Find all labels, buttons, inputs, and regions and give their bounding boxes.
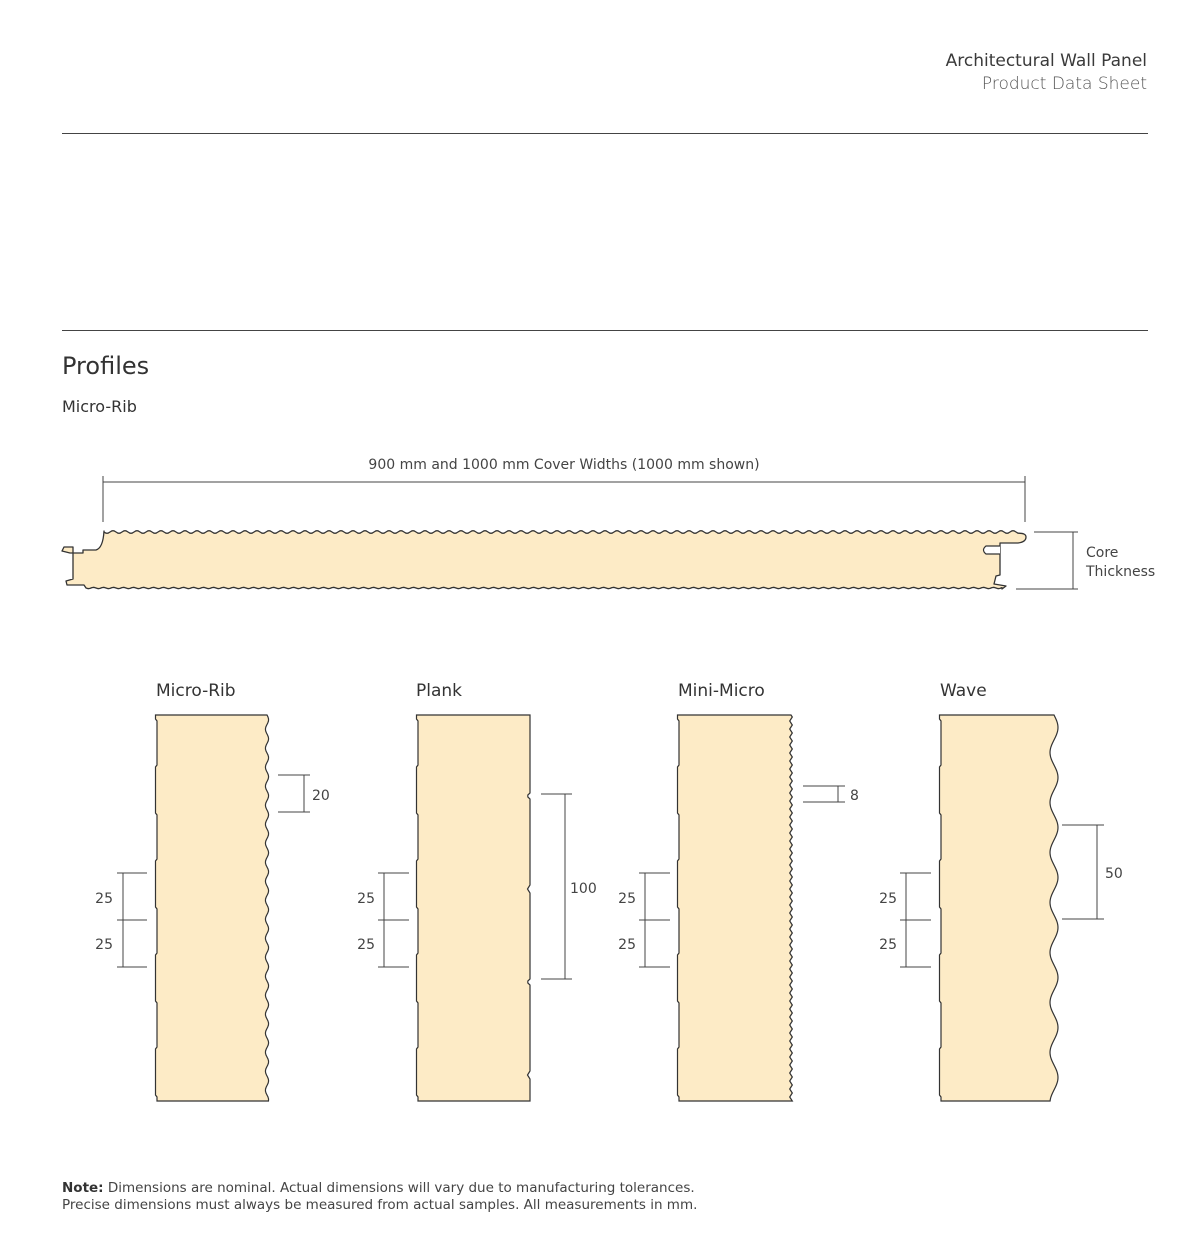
profile-label-micro-rib: Micro-Rib <box>156 681 236 701</box>
profile-label-plank: Plank <box>416 681 463 701</box>
dim-plank-left-1: 25 <box>357 891 375 907</box>
section-subtitle: Micro-Rib <box>62 397 137 416</box>
dim-plank-right: 100 <box>570 881 597 897</box>
note-label: Note: <box>62 1180 104 1196</box>
width-dimension-label: 900 mm and 1000 mm Cover Widths (1000 mm shown) <box>368 457 760 473</box>
profile-plank <box>357 681 597 1101</box>
dim-micro-rib-left-1: 25 <box>95 891 113 907</box>
main-panel-joint-detail <box>984 546 1001 554</box>
profile-label-wave: Wave <box>940 681 987 701</box>
dim-mini-micro-left-2: 25 <box>618 937 636 953</box>
core-label-line2: Thickness <box>1086 564 1156 580</box>
profile-shape-micro-rib <box>156 715 269 1101</box>
dim-plank-left-2: 25 <box>357 937 375 953</box>
dim-micro-rib-left-2: 25 <box>95 937 113 953</box>
profile-shape-plank <box>417 715 531 1101</box>
profile-wave <box>879 681 1123 1101</box>
dim-wave-right: 50 <box>1105 866 1123 882</box>
profile-shape-mini-micro <box>678 715 793 1101</box>
dim-mini-micro-right: 8 <box>850 788 859 804</box>
dim-wave-left-2: 25 <box>879 937 897 953</box>
main-panel-section <box>62 531 1026 589</box>
document-title: Architectural Wall Panel <box>945 51 1147 71</box>
dim-mini-micro-left-1: 25 <box>618 891 636 907</box>
main-profile-group <box>62 457 1155 589</box>
profile-label-mini-micro: Mini-Micro <box>678 681 765 701</box>
dim-micro-rib-right: 20 <box>312 788 330 804</box>
profile-shape-wave <box>940 715 1058 1101</box>
footnote <box>62 1180 697 1214</box>
document-subtitle: Product Data Sheet <box>981 74 1147 94</box>
profile-micro-rib <box>95 681 330 1101</box>
core-label-line1: Core <box>1086 545 1119 561</box>
section-title: Profiles <box>62 352 150 380</box>
note-line2: Precise dimensions must always be measured from actual samples. All measurements in mm. <box>62 1197 698 1213</box>
profile-mini-micro <box>618 681 859 1101</box>
dim-wave-left-1: 25 <box>879 891 897 907</box>
note-line1: Dimensions are nominal. Actual dimensions will vary due to manufacturing tolerances. <box>103 1180 695 1196</box>
